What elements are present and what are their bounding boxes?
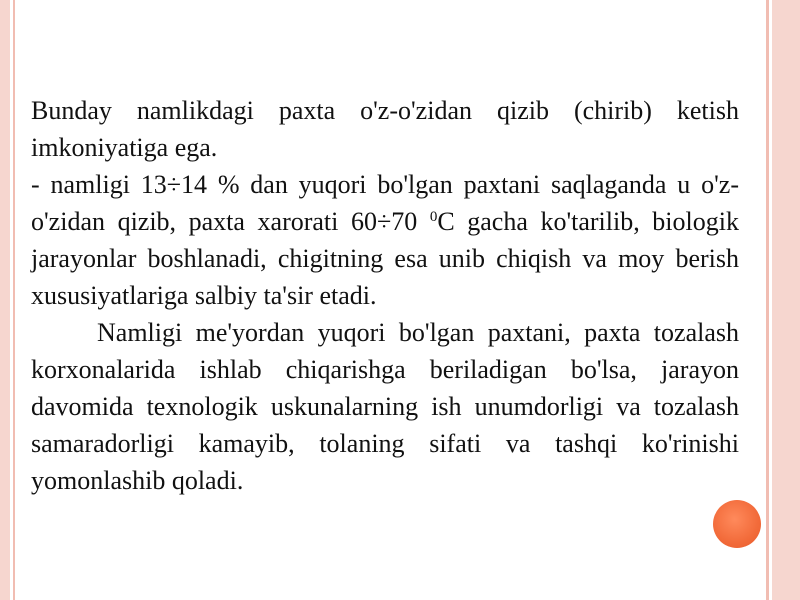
left-border-band <box>0 0 10 600</box>
right-border-line <box>766 0 769 600</box>
paragraph-processing: Namligi me'yordan yuqori bo'lgan paxtani, paxta tozalash korxonalarida ishlab chiqarishga beriladigan bo'lsa, jarayon davomida texnologik uskunalarning ish unumdorligi va tozalash samaradorligi kamayib, tolaning sifati va tashqi ko'rinishi yomonlashib qoladi. <box>31 318 739 495</box>
orange-circle-decoration <box>713 500 761 548</box>
paragraph-humidity-text-1: - namligi 13÷14 % dan yuqori bo'lgan paxtani saqlaganda u o'z-o'zidan qizib, paxta xarorati 60÷70 <box>31 170 739 236</box>
paragraph-humidity <box>31 166 739 314</box>
right-border-band <box>772 0 800 600</box>
slide-body <box>31 92 739 499</box>
paragraph-humidity-text-2: C gacha ko'tarilib, biologik jarayonlar boshlanadi, chigitning esa unib chiqish va moy berish xususiyatlariga salbiy ta'sir etadi. <box>31 207 739 310</box>
degree-superscript: 0 <box>429 209 438 225</box>
left-border-line <box>13 0 15 600</box>
paragraph-intro: Bunday namlikdagi paxta o'z-o'zidan qizib (chirib) ketish imkoniyatiga ega. <box>31 96 739 162</box>
